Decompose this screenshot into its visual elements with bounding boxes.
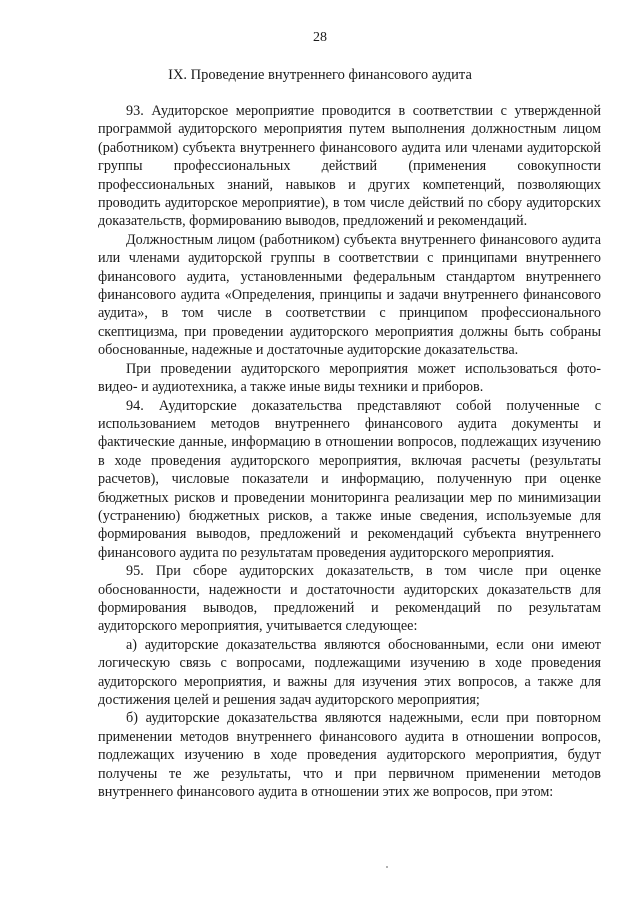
- section-heading: IX. Проведение внутреннего финансового аудита: [168, 67, 472, 83]
- paragraph-93-equipment: При проведении аудиторского мероприятия может использоваться фото-видео- и аудиотехника, а также иные виды техники и приборов.: [98, 360, 601, 396]
- body-text: [98, 102, 601, 801]
- paragraph-95: 95. При сборе аудиторских доказательств, в том числе при оценке обоснованности, надежности и достаточности аудиторских доказательств для формирования выводов, предложений и рекомендаций по результатам аудиторского мероприятия, учитывается следующее:: [98, 563, 601, 635]
- page-number: 28: [313, 30, 327, 45]
- scan-speck: [386, 866, 388, 868]
- paragraph-94: 94. Аудиторские доказательства представляют собой полученные с использованием методов внутреннего финансового аудита документы и фактические данные, информацию в отношении вопросов, подлежащих изучению в ходе проведения аудиторского мероприятия, включая расчеты (результаты расчетов), числовые показатели и информацию, полученную при оценке бюджетных рисков и проведении мониторинга реализации мер по минимизации (устранению) бюджетных рисков, а также иные сведения, используемые для формирования выводов, предложений и рекомендаций субъекта внутреннего финансового аудита по результатам проведения аудиторского мероприятия.: [98, 397, 601, 561]
- paragraph-95-a: а) аудиторские доказательства являются обоснованными, если они имеют логическую связь с вопросами, подлежащими изучению в ходе проведения аудиторского мероприятия, и важны для изучения этих вопросов, а также для достижения целей и решения задач аудиторского мероприятия;: [98, 636, 601, 708]
- paragraph-95-b: б) аудиторские доказательства являются надежными, если при повторном применении методов внутреннего финансового аудита в отношении вопросов, подлежащих изучению в ходе проведения аудиторского мероприятия, будут получены те же результаты, что и при первичном применении методов внутреннего финансового аудита в отношении этих же вопросов, при этом:: [98, 710, 601, 801]
- paragraph-93-officials: Должностным лицом (работником) субъекта внутреннего финансового аудита или членами аудиторской группы в соответствии с принципами внутреннего финансового аудита, установленными федеральным стандартом внутреннего финансового аудита «Определения, принципы и задачи внутреннего финансового аудита», в том числе в соответствии с принципом профессионального скептицизма, при проведении аудиторского мероприятия должны быть собраны обоснованные, надежные и достаточные аудиторские доказательства.: [98, 231, 601, 359]
- paragraph-93: 93. Аудиторское мероприятие проводится в соответствии с утвержденной программой аудиторского мероприятия путем выполнения должностным лицом (работником) субъекта внутреннего финансового аудита или членами аудиторской группы профессиональных действий (применения совокупности профессиональных знаний, навыков и других компетенций, позволяющих проводить аудиторское мероприятие), в том числе действий по сбору аудиторских доказательств, формированию выводов, предложений и рекомендаций.: [98, 103, 601, 230]
